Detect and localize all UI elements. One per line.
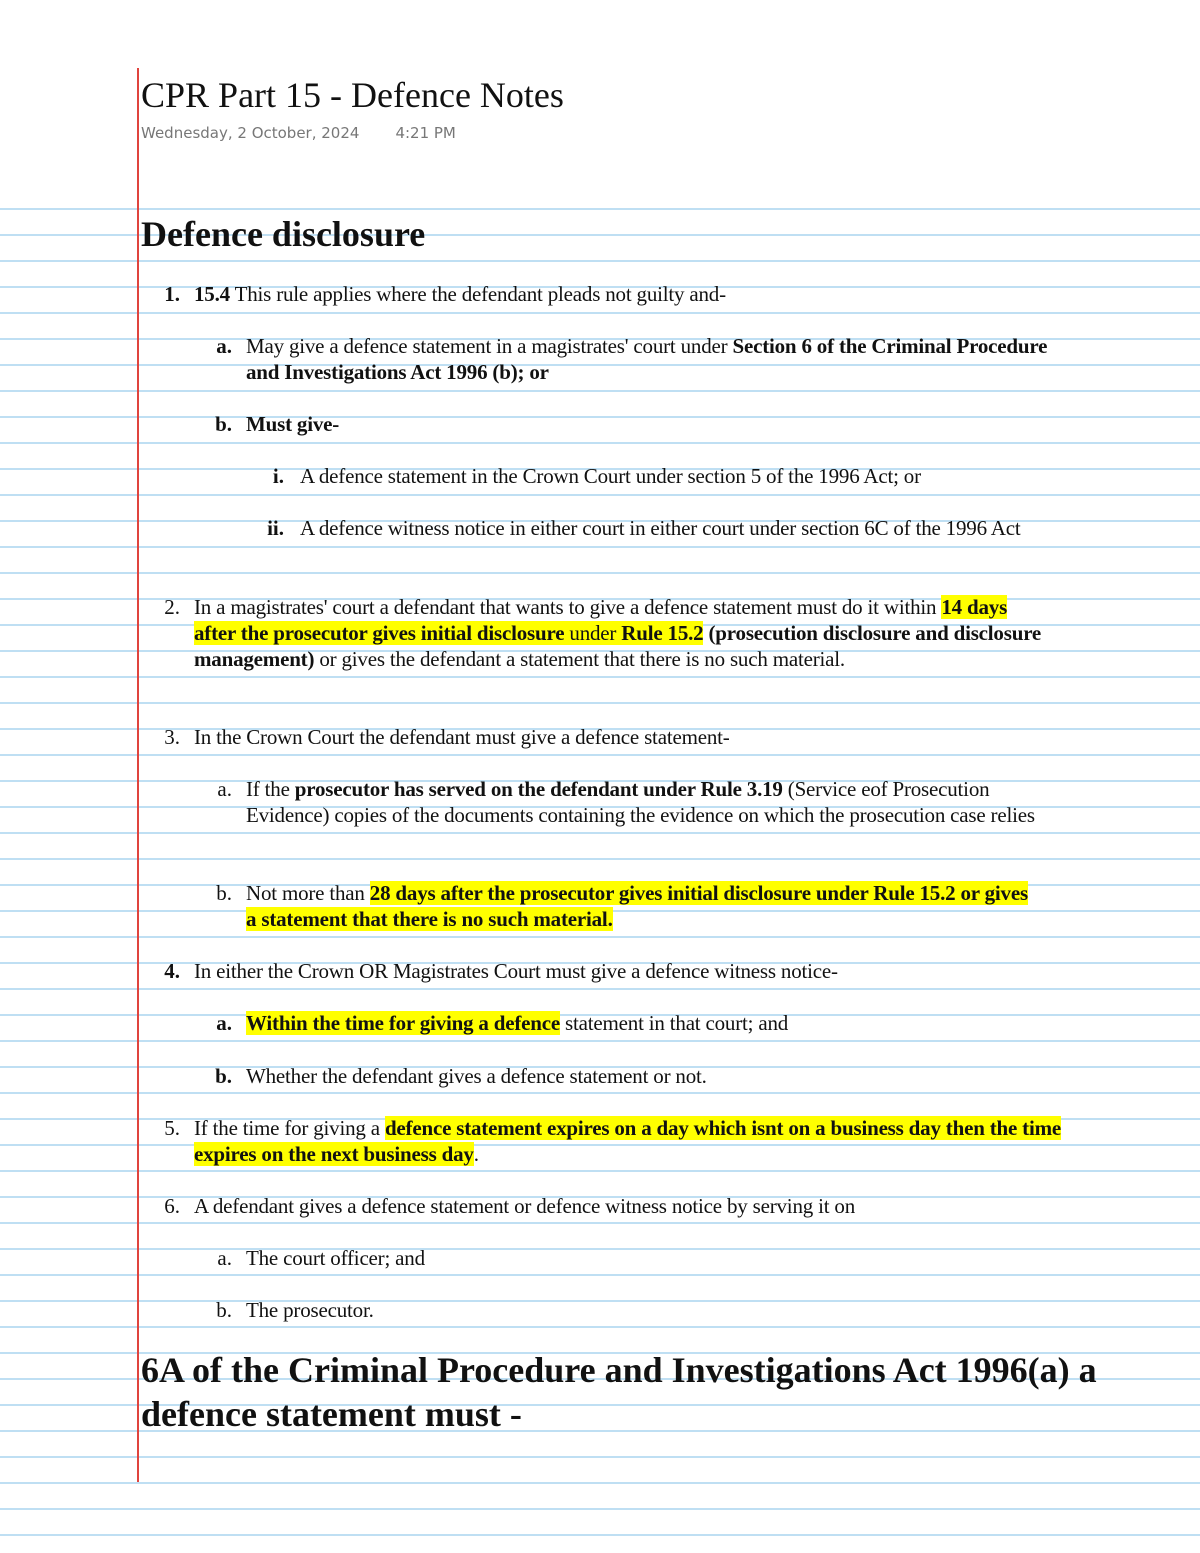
item-bold: (prosecution disclosure and disclosure management) — [194, 621, 1042, 671]
highlight-text: under — [564, 621, 622, 645]
list-marker: a. — [217, 777, 232, 801]
list-marker: 3. — [164, 725, 180, 749]
item-text: or gives the defendant a statement that there is no such material. — [314, 647, 845, 671]
highlight-text: 28 days after the prosecutor gives initial disclosure under Rule 15.2 or gives a statement that there is no such material. — [246, 881, 1028, 931]
list-marker: 5. — [164, 1116, 180, 1140]
page-date: Wednesday, 2 October, 2024 — [141, 124, 360, 142]
page-datetime — [141, 124, 456, 142]
list-marker: b. — [216, 881, 232, 905]
list-item-5 — [194, 1115, 1069, 1167]
highlight-text: defence statement expires on a day which isnt on a business day then the time expires on the next business day — [194, 1116, 1062, 1166]
list-item-1 — [194, 281, 1064, 307]
list-item-6b: The prosecutor. — [246, 1298, 374, 1322]
list-marker: 2. — [164, 595, 180, 619]
list-marker: b. — [216, 1298, 232, 1322]
list-marker: a. — [217, 1246, 232, 1270]
item-text: May give a defence statement in a magistrates' court under — [246, 334, 733, 358]
item-text: Not more than — [246, 881, 370, 905]
list-item-4a — [246, 1010, 1066, 1036]
item-text: (Service eof Prosecution Evidence) copies of the documents containing the evidence on which the prosecution case relies — [246, 777, 1035, 827]
list-marker: a. — [216, 334, 232, 358]
rule-number: 15.4 — [194, 282, 230, 306]
list-marker: b. — [215, 412, 232, 436]
list-item-2 — [194, 594, 1054, 672]
item-text: . — [473, 1142, 479, 1166]
highlight-text: Within the time for giving a defence — [246, 1011, 560, 1035]
list-item-3a — [246, 776, 1066, 828]
page-title: CPR Part 15 - Defence Notes — [141, 75, 564, 115]
item-bold: prosecutor has served on the defendant under Rule 3.19 — [294, 777, 783, 801]
item-bold: Must give- — [246, 412, 340, 436]
page-time: 4:21 PM — [395, 124, 456, 142]
list-marker: ii. — [267, 516, 284, 540]
list-item-1b-ii: A defence witness notice in either court in either court under section 6C of the 1996 Act — [300, 516, 1021, 540]
list-marker: i. — [272, 464, 284, 488]
item-text: If the — [246, 777, 295, 801]
section-heading-defence-disclosure: Defence disclosure — [141, 214, 426, 254]
section-heading-6a: 6A of the Criminal Procedure and Investigations Act 1996(a) a defence statement must - — [141, 1350, 1097, 1434]
list-item-6a: The court officer; and — [246, 1246, 425, 1270]
item-text: statement in that court; and — [560, 1011, 789, 1035]
list-item-1b-i: A defence statement in the Crown Court under section 5 of the 1996 Act; or — [300, 464, 921, 488]
margin-line — [137, 68, 139, 1482]
item-text: If the time for giving a — [194, 1116, 385, 1140]
item-text: In a magistrates' court a defendant that wants to give a defence statement must do it within — [194, 595, 942, 619]
list-item-4: In either the Crown OR Magistrates Court must give a defence witness notice- — [194, 959, 838, 983]
list-marker: b. — [215, 1064, 232, 1088]
list-item-6: A defendant gives a defence statement or defence witness notice by serving it on — [194, 1194, 856, 1218]
item-text: This rule applies where the defendant pleads not guilty and- — [229, 282, 726, 306]
list-item-1a — [246, 333, 1076, 385]
list-item-1b — [246, 411, 1076, 437]
list-marker: a. — [216, 1011, 232, 1035]
list-item-3b — [246, 880, 1036, 932]
list-item-4b: Whether the defendant gives a defence statement or not. — [246, 1064, 707, 1088]
list-marker: 4. — [164, 959, 180, 983]
highlight-text: 14 days after the prosecutor gives initial disclosure — [194, 595, 1008, 645]
list-marker: 1. — [164, 282, 180, 306]
list-item-3: In the Crown Court the defendant must give a defence statement- — [194, 725, 730, 749]
item-bold: Section 6 of the Criminal Procedure and Investigations Act 1996 (b); or — [246, 334, 1048, 384]
highlight-text: Rule 15.2 — [621, 621, 704, 645]
list-marker: 6. — [164, 1194, 180, 1218]
